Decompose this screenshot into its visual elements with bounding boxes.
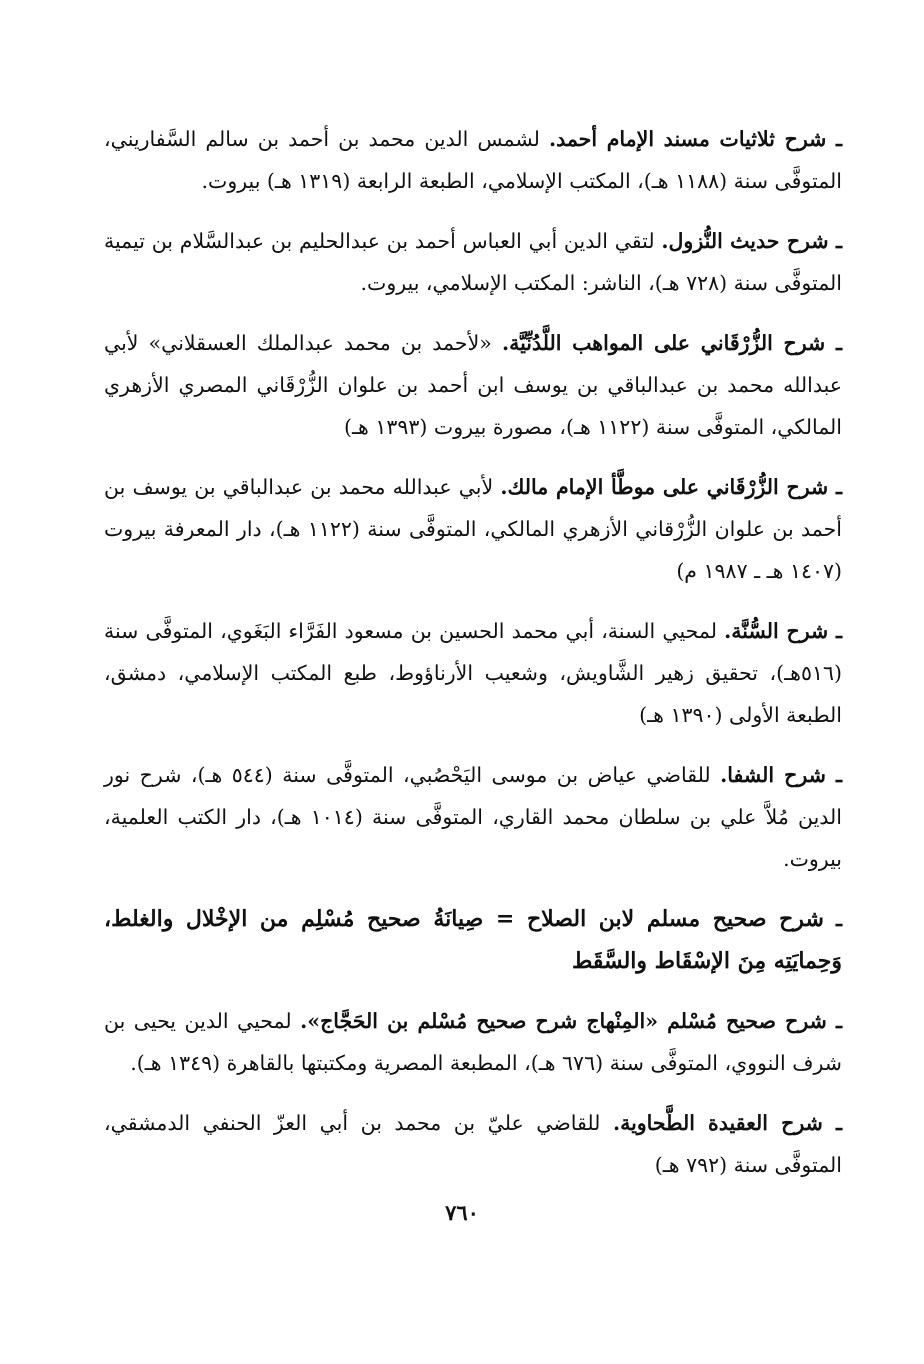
entry-dash: ـ [828,229,842,253]
entry-title: شرح حديث النُّزول. [661,229,829,253]
page-number: ٧٦٠ [445,1200,479,1225]
entry-title: شرح صحيح مسلم لابن الصلاح = صِيانَةُ صحيح مُسْلِم من الإخْلال والغلط، وَحِمايَتِه مِنَ الإسْقَاط والسَّقَط [104,906,842,974]
entry-dash: ـ [826,1009,842,1033]
bibliography-entry-1 [104,118,842,202]
bibliography-page [104,118,842,1204]
entry-dash: ـ [825,763,842,787]
entry-title: شرح الزُّرْقَاني على موطَّأ الإمام مالك. [500,475,829,499]
entry-body: لمحيي السنة، أبي محمد الحسين بن مسعود الفَرَّاء البَغَوي، المتوفَّى سنة (٥١٦هـ)، تحقيق زهير الشَّاويش، وشعيب الأرناؤوط، طبع المكتب الإسلامي، دمشق، الطبعة الأولى (١٣٩٠ هـ) [104,619,842,727]
entry-body: لتقي الدين أبي العباس أحمد بن عبدالحليم بن عبدالسَّلام بن تيمية المتوفَّى سنة (٧٢٨ هـ)، الناشر: المكتب الإسلامي، بيروت. [104,229,842,295]
entry-title: شرح صحيح مُسْلم «المِنْهاج شرح صحيح مُسْلم بن الحَجَّاج». [300,1009,827,1033]
entry-dash: ـ [825,331,842,355]
entry-title: شرح ثلاثيات مسند الإمام أحمد. [548,127,827,151]
entry-dash: ـ [828,475,842,499]
bibliography-entry-9 [104,1102,842,1186]
entry-dash: ـ [828,619,842,643]
bibliography-entry-7 [104,898,842,982]
entry-dash: ـ [823,907,842,931]
bibliography-entry-5 [104,610,842,736]
bibliography-entry-4 [104,466,842,592]
bibliography-entry-3 [104,322,842,448]
entry-title: شرح الشفا. [720,763,826,787]
bibliography-entry-2 [104,220,842,304]
entry-title: شرح الزُّرْقَاني على المواهب اللَّدُنِّيَّة. [501,331,826,355]
bibliography-entry-6 [104,754,842,880]
entry-body: لمحيي الدين يحيى بن شرف النووي، المتوفَّى سنة (٦٧٦ هـ)، المطبعة المصرية ومكتبتها بالقاهرة (١٣٤٩ هـ). [104,1009,842,1075]
entry-body: للقاضي عليّ بن محمد بن أبي العزّ الحنفي الدمشقي، المتوفَّى سنة (٧٩٢ هـ) [104,1111,842,1177]
bibliography-entry-8 [104,1000,842,1084]
entry-body: لأبي عبدالله محمد بن عبدالباقي بن يوسف بن أحمد بن علوان الزُّرْقاني الأزهري المالكي، المتوفَّى سنة (١١٢٢ هـ)، دار المعرفة بيروت (١٤٠٧ هـ ـ ١٩٨٧ م) [104,475,843,583]
entry-body: للقاضي عياض بن موسى اليَحْصُبي، المتوفَّى سنة (٥٤٤ هـ)، شرح نور الدين مُلاَّ علي بن سلطان محمد القاري، المتوفَّى سنة (١٠١٤ هـ)، دار الكتب العلمية، بيروت. [104,763,843,871]
entry-dash: ـ [826,127,842,151]
entry-body: لشمس الدين محمد بن أحمد بن سالم السَّفاريني، المتوفَّى سنة (١١٨٨ هـ)، المكتب الإسلامي، الطبعة الرابعة (١٣١٩ هـ) بيروت. [104,127,842,193]
entry-title: شرح العقيدة الطَّحاوية. [612,1111,823,1135]
entry-title: شرح السُّنَّة. [724,619,829,643]
entry-dash: ـ [822,1111,842,1135]
entry-body: «لأحمد بن محمد عبدالملك العسقلاني» لأبي عبدالله محمد بن عبدالباقي بن يوسف ابن أحمد بن علوان الزُّرْقَاني المصري الأزهري المالكي، المتوفَّى سنة (١١٢٢ هـ)، مصورة بيروت (١٣٩٣ هـ) [104,331,842,439]
